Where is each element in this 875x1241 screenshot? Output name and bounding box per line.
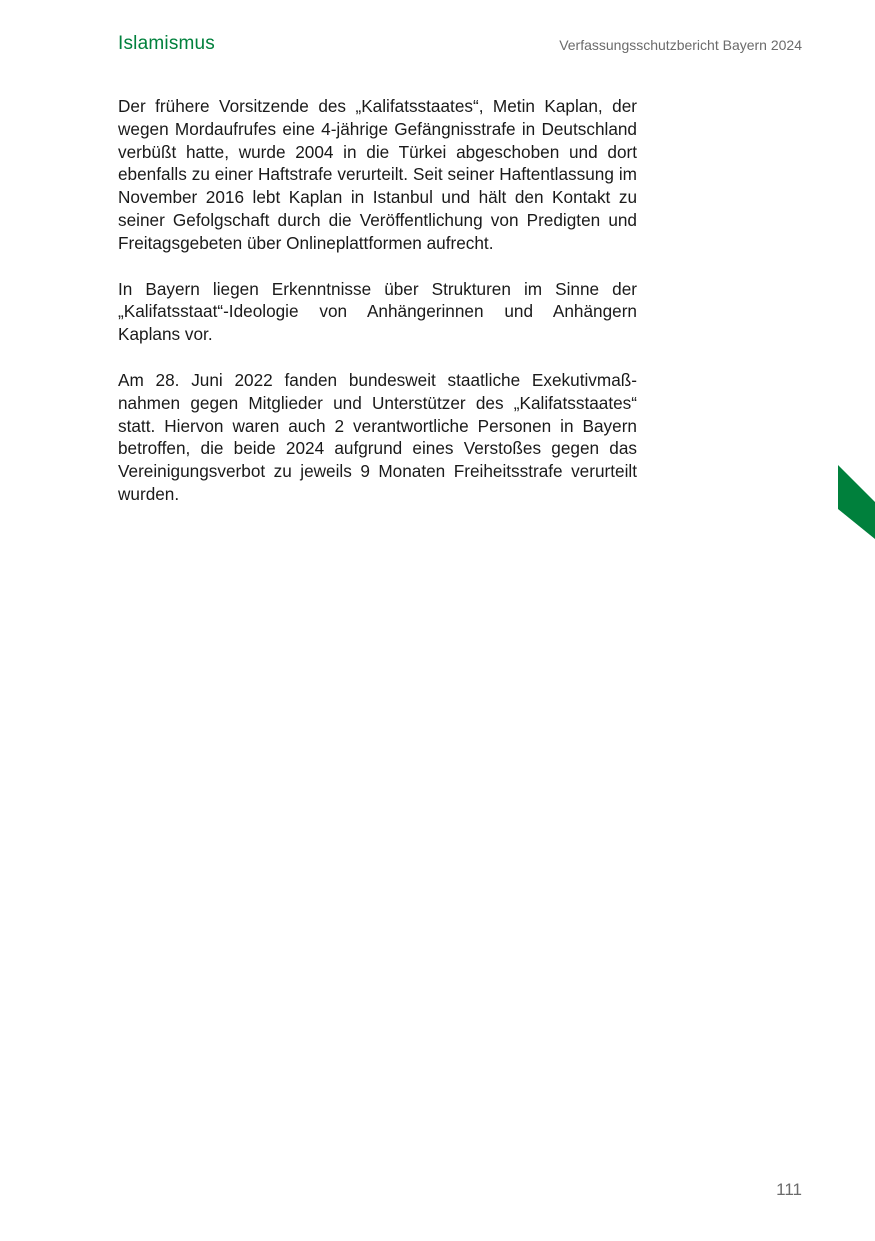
- paragraph: Der frühere Vorsitzende des „Kalifatsstaates“, Metin Kaplan, der wegen Mordaufrufes eine 4-jährige Gefängnisstrafe in Deutschland verbüßt hatte, wurde 2004 in die Türkei abgeschoben und dort ebenfalls zu einer Haftstrafe verurteilt. Seit seiner Haftentlassung im November 2016 lebt Kaplan in Istanbul und hält den Kontakt zu seiner Gefolgschaft durch die Veröffentlichung von Predigten und Freitagsgebeten über Onlineplattformen aufrecht.: [118, 96, 637, 253]
- section-title: Islamismus: [118, 33, 216, 54]
- paragraph: In Bayern liegen Erkenntnisse über Strukturen im Sinne der „Kalifatsstaat“-Ideologie von Anhängerinnen und Anhängern Kaplans vor.: [118, 278, 637, 345]
- paragraph: Am 28. Juni 2022 fanden bundesweit staatliche Exekutivmaßnahmen gegen Mitglieder und Unterstützer des „Kalifatsstaates“ statt. Hiervon waren auch 2 verantwortliche Personen in Bayern betroffen, die beide 2024 aufgrund eines Verstoßes gegen das Vereinigungsverbot zu jeweils 9 Monaten Freiheitsstrafe verurteilt wurden.: [118, 369, 637, 504]
- page-number: 111: [776, 1180, 802, 1199]
- body-text: [118, 95, 637, 529]
- report-title: Verfassungsschutzbericht Bayern 2024: [559, 37, 802, 53]
- chapter-tab-marker: [838, 465, 875, 539]
